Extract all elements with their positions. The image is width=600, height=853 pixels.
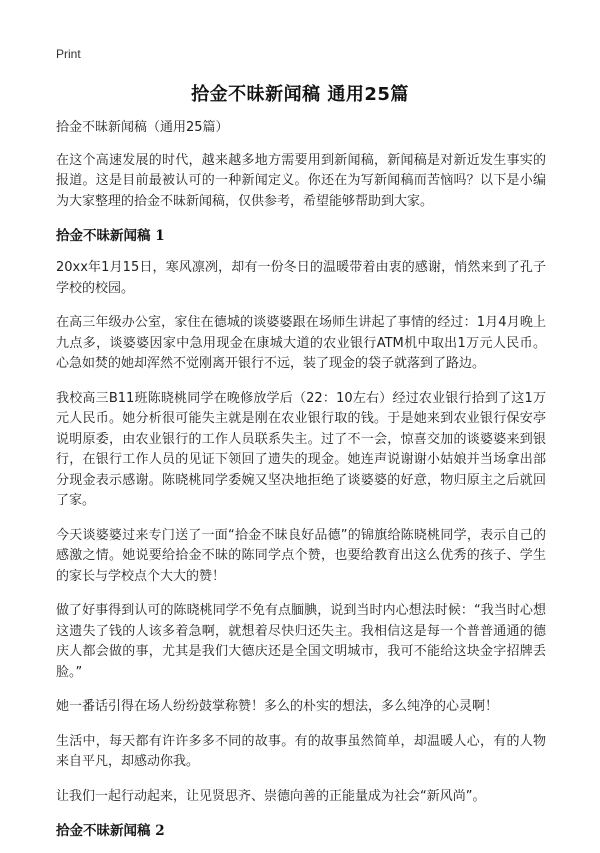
paragraph: 生活中，每天都有许许多多不同的故事。有的故事虽然简单，却温暖人心，有的人物来自平凡，却感动你我。	[56, 733, 546, 769]
article-subtitle: 拾金不昧新闻稿（通用25篇）	[56, 120, 229, 135]
section-heading-2: 拾金不昧新闻稿 2	[56, 823, 165, 839]
section-heading-1: 拾金不昧新闻稿 1	[56, 228, 165, 244]
page-title: 拾金不昧新闻稿 通用25篇	[191, 84, 409, 105]
paragraph: 让我们一起行动起来，让见贤思齐、崇德向善的正能量成为社会“新风尚”。	[56, 788, 486, 804]
intro-paragraph: 在这个高速发展的时代，越来越多地方需要用到新闻稿，新闻稿是对新近发生事实的报道。这是目前最被认可的一种新闻定义。你还在为写新闻稿而苦恼吗？以下是小编为大家整理的拾金不昧新闻稿，仅供参考，希望能够帮助到大家。	[56, 152, 546, 209]
paragraph: 今天谈婆婆过来专门送了一面“拾金不昧良好品德”的锦旗给陈晓桃同学，表示自己的感激之情。她说要给拾金不昧的陈同学点个赞，也要给教育出这么优秀的孩子、学生的家长与学校点个大大的赞！	[56, 527, 546, 584]
paragraph: 我校高三B11班陈晓桃同学在晚修放学后（22：10左右）经过农业银行拾到了这1万元人民币。她分析很可能失主就是刚在农业银行取的钱。于是她来到农业银行保安亭说明原委，由农业银行的工作人员联系失主。过了不一会，惊喜交加的谈婆婆来到银行，在银行工作人员的见证下领回了遗失的现金。她连声说谢谢小姑娘并当场拿出部分现金表示感谢。陈晓桃同学委婉又坚决地拒绝了谈婆婆的好意，物归原主之后就回了家。	[56, 390, 546, 508]
paragraph: 20xx年1月15日，寒风凛冽，却有一份冬日的温暖带着由衷的感谢，悄然来到了孔子学校的校园。	[56, 260, 546, 296]
article-body	[56, 118, 546, 853]
print-link[interactable]: Print	[56, 47, 81, 61]
paragraph: 在高三年级办公室，家住在德城的谈婆婆跟在场师生讲起了事情的经过：1月4月晚上九点多，谈婆婆因家中急用现金在康城大道的农业银行ATM机中取出1万元人民币。心急如焚的她却浑然不觉刚离开银行不远，装了现金的袋子就落到了路边。	[56, 315, 546, 371]
paragraph: 她一番话引得在场人纷纷鼓掌称赞！多么的朴实的想法，多么纯净的心灵啊！	[56, 699, 499, 714]
paragraph: 做了好事得到认可的陈晓桃同学不免有点腼腆，说到当时内心想法时候：“我当时心想这遗失了钱的人该多着急啊，就想着尽快归还失主。我相信这是每一个普普通通的德庆人都会做的事，尤其是我们大德庆还是全国文明城市，我可不能给这块金字招牌丢脸。”	[56, 603, 546, 680]
